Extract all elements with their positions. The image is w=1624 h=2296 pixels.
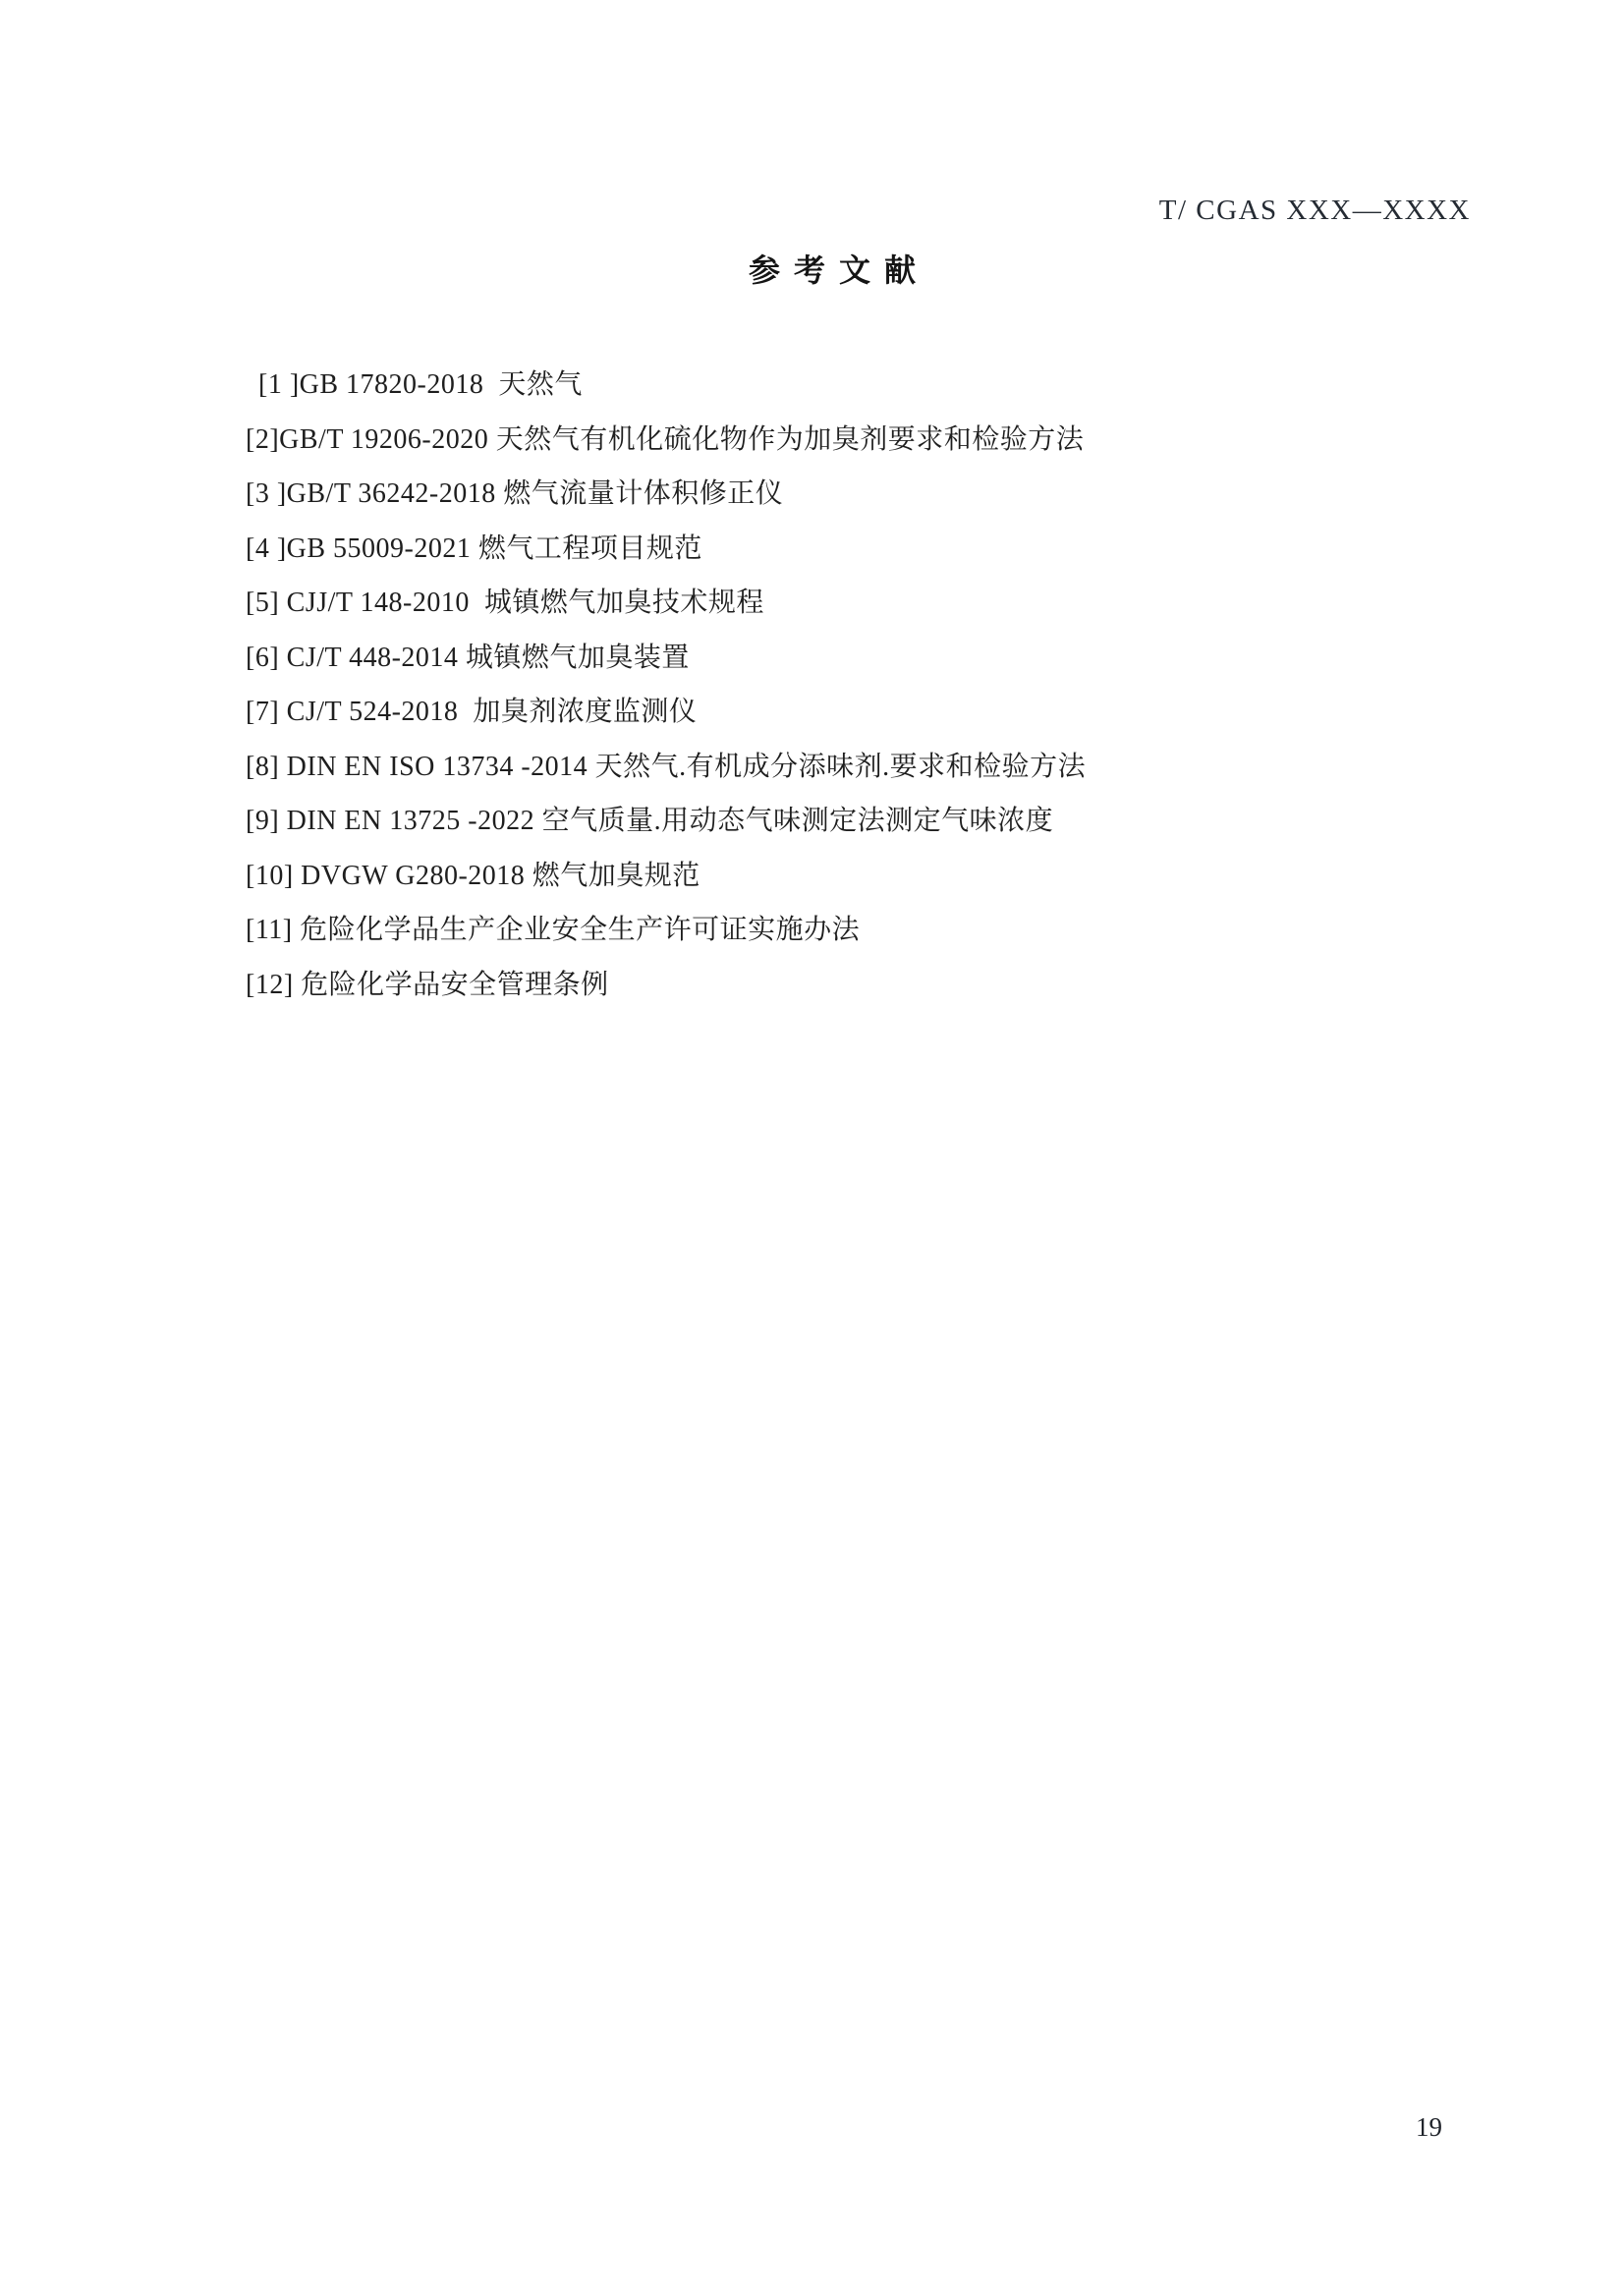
reference-item: [5] CJJ/T 148-2010 城镇燃气加臭技术规程: [246, 588, 764, 618]
reference-list: [246, 358, 1474, 1012]
reference-item: [12] 危险化学品安全管理条例: [246, 969, 609, 1000]
reference-item: [9] DIN EN 13725 -2022 空气质量.用动态气味测定法测定气味浓度: [246, 806, 1054, 836]
reference-item: [10] DVGW G280-2018 燃气加臭规范: [246, 860, 700, 891]
reference-item: [7] CJ/T 524-2018 加臭剂浓度监测仪: [246, 697, 698, 727]
reference-item: [3 ]GB/T 36242-2018 燃气流量计体积修正仪: [246, 478, 784, 509]
reference-item: [2]GB/T 19206-2020 天然气有机化硫化物作为加臭剂要求和检验方法: [246, 423, 1085, 455]
page-title: 参 考 文 献: [748, 252, 919, 288]
reference-item: [6] CJ/T 448-2014 城镇燃气加臭装置: [246, 642, 690, 673]
page-number: 19: [1416, 2112, 1442, 2142]
reference-item: [11] 危险化学品生产企业安全生产许可证实施办法: [246, 915, 861, 945]
reference-item: [8] DIN EN ISO 13734 -2014 天然气.有机成分添味剂.要求和检验方法: [246, 751, 1087, 782]
reference-item: [1 ]GB 17820-2018 天然气: [258, 369, 583, 400]
reference-item: [4 ]GB 55009-2021 燃气工程项目规范: [246, 532, 702, 564]
document-code-header: T/ CGAS XXX—XXXX: [1158, 195, 1471, 226]
